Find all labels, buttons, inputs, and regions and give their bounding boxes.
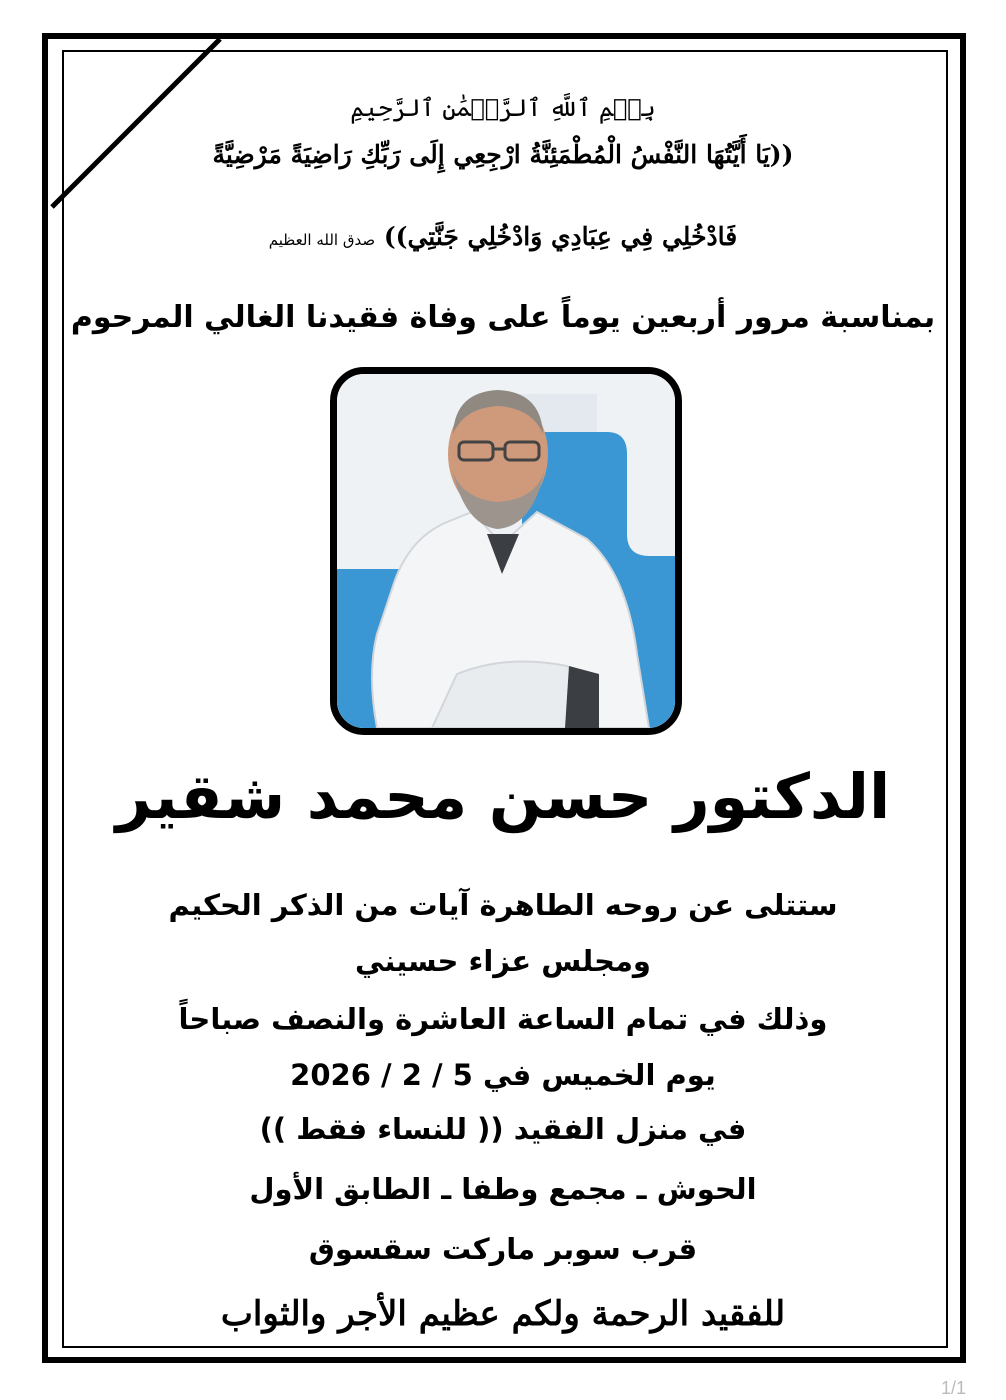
quran-verse-line-1: ((يَا أَيَّتُهَا النَّفْسُ الْمُطْمَئِنَّةُ ارْجِعِي إِلَى رَبِّكِ رَاضِيَةً مَرْضِيَّةً [212, 140, 794, 169]
verse-attribution: صدق الله العظيم [268, 231, 376, 249]
bismillah-heading: بِسۡمِ ٱللَّهِ ٱلرَّحۡمَٰنِ ٱلرَّحِيمِ [350, 94, 656, 122]
closing-condolence: للفقيد الرحمة ولكم عظيم الأجر والثواب [220, 1294, 786, 1334]
detail-line-landmark: قرب سوبر ماركت سقسوق [308, 1232, 698, 1266]
detail-line-date: يوم الخميس في 5 / 2 / 2026 [290, 1058, 716, 1092]
detail-line-time: وذلك في تمام الساعة العاشرة والنصف صباحاً [178, 1002, 828, 1036]
occasion-heading: بمناسبة مرور أربعين يوماً على وفاة فقيدنا الغالي المرحوم [70, 300, 936, 335]
deceased-name: الدكتور حسن محمد شقير [115, 760, 891, 833]
deceased-portrait [330, 367, 682, 735]
page-indicator: 1/1 [940, 1378, 966, 1398]
detail-line-venue: في منزل الفقيد (( للنساء فقط )) [259, 1112, 747, 1146]
detail-line-recitation: ستتلى عن روحه الطاهرة آيات من الذكر الحكيم [168, 888, 838, 922]
detail-line-address: الحوش ـ مجمع وطفا ـ الطابق الأول [249, 1172, 757, 1206]
mourning-ribbon-icon [42, 33, 232, 223]
quran-verse-text: فَادْخُلِي فِي عِبَادِي وَادْخُلِي جَنَّتِي)) [383, 222, 738, 251]
detail-line-majlis: ومجلس عزاء حسيني [355, 944, 651, 978]
quran-verse-line-2 [70, 222, 936, 251]
portrait-illustration [337, 374, 675, 728]
